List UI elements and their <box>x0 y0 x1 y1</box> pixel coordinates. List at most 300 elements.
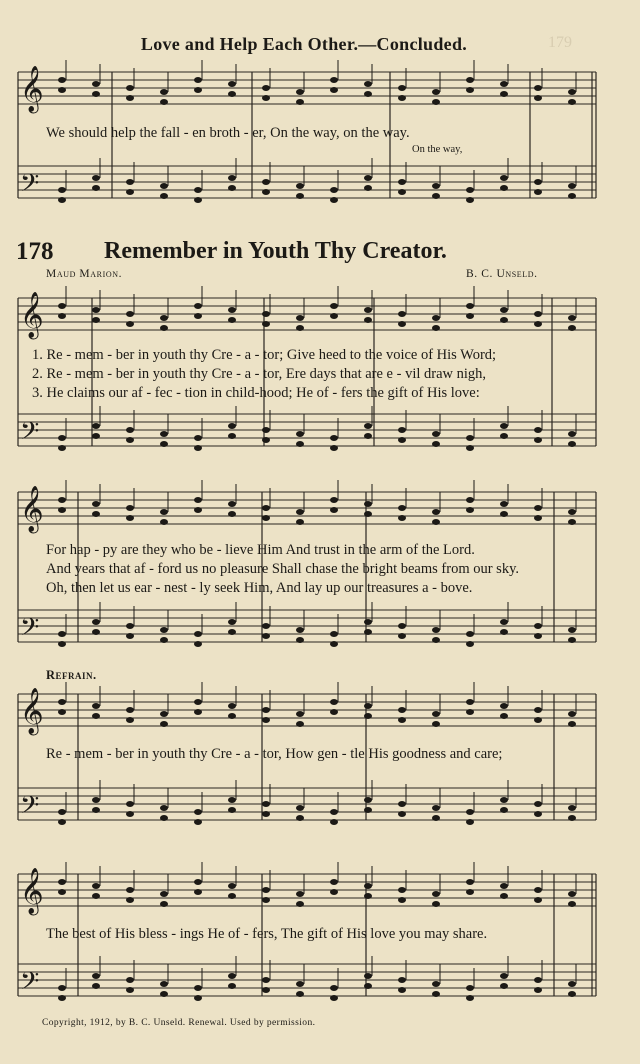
note-head <box>194 879 202 885</box>
verse-1-line-2: For hap - py are they who be - lieve Him And trust in the arm of the Lord. <box>46 542 475 558</box>
note-head <box>466 313 474 319</box>
note-head <box>466 699 474 705</box>
note-heads <box>58 60 576 1001</box>
note-head <box>466 819 474 825</box>
note-head <box>364 317 372 323</box>
note-head <box>432 891 440 897</box>
note-head <box>160 441 168 447</box>
note-head <box>466 507 474 513</box>
note-head <box>398 85 406 91</box>
note-head <box>228 807 236 813</box>
note-head <box>160 325 168 331</box>
note-head <box>432 183 440 189</box>
note-head <box>398 987 406 993</box>
note-head <box>160 711 168 717</box>
note-head <box>58 77 66 83</box>
note-head <box>534 887 542 893</box>
note-head <box>500 797 508 803</box>
note-head <box>228 81 236 87</box>
note-head <box>160 89 168 95</box>
note-head <box>466 497 474 503</box>
hymn-title: Remember in Youth Thy Creator. <box>104 238 447 264</box>
treble-clef-icon: 𝄞 <box>20 66 44 112</box>
note-head <box>398 321 406 327</box>
note-head <box>398 505 406 511</box>
note-head <box>500 91 508 97</box>
note-head <box>194 631 202 637</box>
note-head <box>500 883 508 889</box>
note-head <box>330 187 338 193</box>
verse-2-line-2: And years that af - ford us no pleasure Shall chase the bright beams from our sky. <box>46 561 519 577</box>
note-head <box>228 175 236 181</box>
note-head <box>500 175 508 181</box>
note-head <box>500 423 508 429</box>
note-head <box>330 435 338 441</box>
note-head <box>568 89 576 95</box>
note-head <box>568 431 576 437</box>
note-head <box>466 445 474 451</box>
treble-clef-icon: 𝄞 <box>20 486 44 532</box>
note-head <box>534 633 542 639</box>
note-head <box>534 717 542 723</box>
note-head <box>262 437 270 443</box>
note-head <box>262 707 270 713</box>
note-head <box>330 445 338 451</box>
note-head <box>126 515 134 521</box>
hymn-number: 178 <box>16 238 54 265</box>
note-head <box>262 811 270 817</box>
note-head <box>296 325 304 331</box>
note-head <box>262 801 270 807</box>
note-head <box>500 983 508 989</box>
note-head <box>194 313 202 319</box>
note-head <box>398 811 406 817</box>
note-head <box>262 179 270 185</box>
note-head <box>534 515 542 521</box>
note-head <box>534 811 542 817</box>
note-head <box>568 441 576 447</box>
note-head <box>92 807 100 813</box>
note-head <box>262 311 270 317</box>
note-head <box>262 505 270 511</box>
bass-clef-icon: 𝄢 <box>20 417 40 452</box>
note-head <box>398 897 406 903</box>
note-head <box>194 819 202 825</box>
note-head <box>466 985 474 991</box>
note-head <box>228 501 236 507</box>
note-head <box>296 193 304 199</box>
note-head <box>228 973 236 979</box>
note-head <box>330 699 338 705</box>
note-head <box>160 901 168 907</box>
note-head <box>160 509 168 515</box>
note-head <box>364 807 372 813</box>
note-head <box>194 699 202 705</box>
note-head <box>92 175 100 181</box>
note-head <box>160 99 168 105</box>
note-head <box>432 981 440 987</box>
note-head <box>364 629 372 635</box>
note-head <box>92 973 100 979</box>
note-head <box>58 809 66 815</box>
note-head <box>364 81 372 87</box>
note-head <box>432 627 440 633</box>
note-head <box>534 321 542 327</box>
note-head <box>432 637 440 643</box>
note-head <box>568 315 576 321</box>
note-head <box>500 703 508 709</box>
note-head <box>534 437 542 443</box>
note-head <box>364 511 372 517</box>
note-head <box>296 991 304 997</box>
note-head <box>58 699 66 705</box>
note-head <box>398 179 406 185</box>
note-head <box>432 509 440 515</box>
note-head <box>500 307 508 313</box>
note-head <box>58 313 66 319</box>
note-head <box>228 893 236 899</box>
note-head <box>228 703 236 709</box>
refrain-line-2: The best of His bless - ings He of - fers, The gift of His love you may share. <box>46 926 488 942</box>
note-head <box>568 721 576 727</box>
note-head <box>296 519 304 525</box>
note-head <box>126 437 134 443</box>
note-head <box>228 629 236 635</box>
note-head <box>330 77 338 83</box>
note-head <box>92 703 100 709</box>
note-head <box>568 901 576 907</box>
verse-3-line-1: 3. He claims our af - fec - tion in child-hood; He of - fers the gift of His love: <box>32 385 480 401</box>
note-head <box>58 641 66 647</box>
note-head <box>194 507 202 513</box>
note-head <box>262 633 270 639</box>
note-head <box>364 703 372 709</box>
bass-clef-icon: 𝄢 <box>20 613 40 648</box>
note-head <box>398 311 406 317</box>
top-system-lyric: We should help the fall - en broth - er, On the way, on the way. <box>46 125 410 141</box>
note-head <box>228 91 236 97</box>
note-head <box>126 321 134 327</box>
note-head <box>568 805 576 811</box>
note-head <box>296 99 304 105</box>
note-head <box>126 801 134 807</box>
note-head <box>194 889 202 895</box>
treble-clef-icon: 𝄞 <box>20 688 44 734</box>
note-head <box>500 317 508 323</box>
note-head <box>500 619 508 625</box>
note-head <box>58 497 66 503</box>
note-head <box>228 511 236 517</box>
note-head <box>262 515 270 521</box>
note-head <box>432 901 440 907</box>
note-head <box>398 189 406 195</box>
note-head <box>534 707 542 713</box>
bar-lines <box>18 72 596 996</box>
note-head <box>160 815 168 821</box>
note-head <box>500 81 508 87</box>
note-head <box>466 709 474 715</box>
note-head <box>92 317 100 323</box>
note-head <box>126 811 134 817</box>
note-head <box>262 887 270 893</box>
note-head <box>432 805 440 811</box>
note-head <box>262 95 270 101</box>
note-head <box>432 815 440 821</box>
note-head <box>568 193 576 199</box>
note-head <box>262 987 270 993</box>
note-head <box>194 435 202 441</box>
note-head <box>126 85 134 91</box>
note-head <box>534 189 542 195</box>
note-head <box>398 427 406 433</box>
note-head <box>296 721 304 727</box>
note-head <box>500 185 508 191</box>
note-head <box>568 325 576 331</box>
note-head <box>194 809 202 815</box>
note-head <box>330 819 338 825</box>
note-head <box>126 505 134 511</box>
note-head <box>296 315 304 321</box>
note-head <box>330 497 338 503</box>
note-head <box>534 897 542 903</box>
note-head <box>364 973 372 979</box>
note-head <box>58 631 66 637</box>
note-head <box>228 619 236 625</box>
note-head <box>296 805 304 811</box>
note-head <box>58 995 66 1001</box>
bass-clef-icon: 𝄢 <box>20 967 40 1002</box>
note-head <box>262 321 270 327</box>
note-head <box>160 805 168 811</box>
note-head <box>296 815 304 821</box>
note-head <box>432 711 440 717</box>
note-head <box>466 303 474 309</box>
note-head <box>126 887 134 893</box>
note-head <box>432 193 440 199</box>
note-head <box>568 815 576 821</box>
note-head <box>398 515 406 521</box>
note-head <box>364 307 372 313</box>
note-head <box>398 801 406 807</box>
note-head <box>228 883 236 889</box>
treble-clef-icon: 𝄞 <box>20 292 44 338</box>
note-head <box>364 619 372 625</box>
note-head <box>228 317 236 323</box>
note-head <box>296 981 304 987</box>
note-head <box>92 619 100 625</box>
hymn-author: Maud Marion. <box>46 268 123 280</box>
note-head <box>92 629 100 635</box>
note-head <box>194 197 202 203</box>
note-head <box>466 187 474 193</box>
note-head <box>92 511 100 517</box>
note-head <box>58 303 66 309</box>
note-head <box>126 633 134 639</box>
note-head <box>568 509 576 515</box>
note-head <box>296 711 304 717</box>
note-head <box>126 311 134 317</box>
note-head <box>432 721 440 727</box>
treble-clef-icon: 𝄞 <box>20 868 44 914</box>
note-head <box>92 983 100 989</box>
note-head <box>160 981 168 987</box>
note-head <box>500 893 508 899</box>
note-head <box>534 987 542 993</box>
note-head <box>58 819 66 825</box>
note-head <box>330 197 338 203</box>
note-head <box>262 85 270 91</box>
note-head <box>126 623 134 629</box>
note-head <box>432 441 440 447</box>
note-head <box>58 445 66 451</box>
note-head <box>364 883 372 889</box>
note-head <box>330 809 338 815</box>
note-head <box>534 977 542 983</box>
note-head <box>466 889 474 895</box>
verse-1-line-1: 1. Re - mem - ber in youth thy Cre - a - tor; Give heed to the voice of His Word; <box>32 347 497 363</box>
note-head <box>466 641 474 647</box>
note-head <box>92 81 100 87</box>
note-head <box>92 433 100 439</box>
note-head <box>568 711 576 717</box>
note-head <box>160 637 168 643</box>
note-head <box>364 423 372 429</box>
note-head <box>330 641 338 647</box>
note-head <box>58 187 66 193</box>
note-head <box>432 519 440 525</box>
note-head <box>534 311 542 317</box>
note-head <box>364 501 372 507</box>
note-head <box>126 707 134 713</box>
note-head <box>160 991 168 997</box>
note-head <box>364 983 372 989</box>
note-head <box>500 501 508 507</box>
note-head <box>228 713 236 719</box>
note-head <box>262 977 270 983</box>
top-system-cue: On the way, <box>412 144 463 155</box>
note-head <box>262 897 270 903</box>
note-head <box>568 991 576 997</box>
note-head <box>534 179 542 185</box>
note-head <box>160 193 168 199</box>
note-head <box>126 95 134 101</box>
note-head <box>160 183 168 189</box>
note-head <box>296 637 304 643</box>
note-head <box>262 623 270 629</box>
note-head <box>296 891 304 897</box>
bass-clef-icon: 𝄢 <box>20 169 40 204</box>
note-head <box>126 427 134 433</box>
note-head <box>126 179 134 185</box>
note-head <box>330 709 338 715</box>
note-head <box>126 717 134 723</box>
note-head <box>160 721 168 727</box>
note-head <box>568 519 576 525</box>
note-head <box>432 991 440 997</box>
note-head <box>364 175 372 181</box>
note-head <box>58 889 66 895</box>
note-head <box>500 511 508 517</box>
note-head <box>500 629 508 635</box>
note-head <box>432 431 440 437</box>
note-head <box>228 433 236 439</box>
note-head <box>364 433 372 439</box>
note-head <box>330 985 338 991</box>
note-head <box>432 325 440 331</box>
note-head <box>92 185 100 191</box>
note-head <box>568 981 576 987</box>
note-head <box>126 987 134 993</box>
note-head <box>194 985 202 991</box>
note-head <box>194 641 202 647</box>
note-head <box>364 893 372 899</box>
bass-clef-icon: 𝄢 <box>20 791 40 826</box>
note-head <box>194 77 202 83</box>
note-head <box>568 627 576 633</box>
note-head <box>500 807 508 813</box>
note-head <box>466 77 474 83</box>
note-head <box>500 973 508 979</box>
note-head <box>92 501 100 507</box>
note-head <box>58 985 66 991</box>
note-head <box>126 977 134 983</box>
note-head <box>330 87 338 93</box>
verse-3-line-2: Oh, then let us ear - nest - ly seek Him, And lay up our treasures a - bove. <box>46 580 473 596</box>
note-head <box>330 631 338 637</box>
note-head <box>534 85 542 91</box>
note-head <box>262 717 270 723</box>
note-head <box>296 441 304 447</box>
note-head <box>466 197 474 203</box>
note-head <box>296 183 304 189</box>
note-head <box>534 623 542 629</box>
page-header-title: Love and Help Each Other.—Concluded. <box>140 34 468 54</box>
note-head <box>58 507 66 513</box>
note-head <box>228 423 236 429</box>
note-head <box>432 99 440 105</box>
note-head <box>262 427 270 433</box>
note-head <box>160 315 168 321</box>
staff-lines <box>18 72 596 996</box>
note-head <box>466 995 474 1001</box>
note-head <box>364 91 372 97</box>
note-head <box>330 303 338 309</box>
note-head <box>466 631 474 637</box>
note-head <box>296 431 304 437</box>
note-head <box>58 87 66 93</box>
note-head <box>296 509 304 515</box>
note-head <box>58 709 66 715</box>
note-head <box>432 89 440 95</box>
note-head <box>364 797 372 803</box>
note-head <box>92 883 100 889</box>
refrain-line-1: Re - mem - ber in youth thy Cre - a - tor, How gen - tle His goodness and care; <box>46 746 503 762</box>
note-head <box>228 307 236 313</box>
note-head <box>398 633 406 639</box>
note-head <box>466 879 474 885</box>
hymn-composer: B. C. Unseld. <box>466 268 538 280</box>
note-head <box>398 707 406 713</box>
note-head <box>92 91 100 97</box>
note-head <box>194 187 202 193</box>
note-head <box>568 637 576 643</box>
note-head <box>466 435 474 441</box>
note-head <box>160 891 168 897</box>
note-head <box>262 189 270 195</box>
note-head <box>126 189 134 195</box>
note-head <box>160 519 168 525</box>
note-head <box>194 445 202 451</box>
